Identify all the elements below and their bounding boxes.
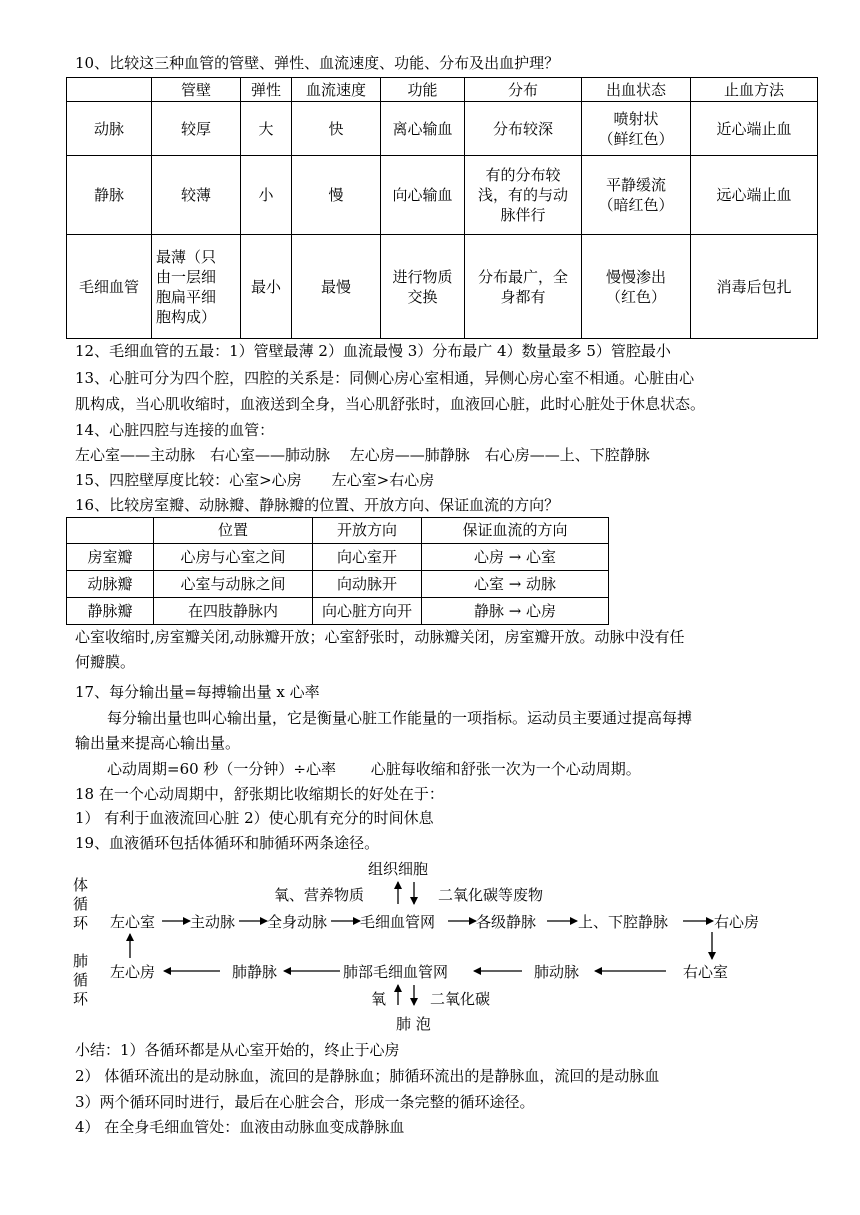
table-cell: 消毒后包扎 <box>691 235 818 339</box>
table-cell: 远心端止血 <box>691 156 818 235</box>
label-char: 循 <box>73 971 89 989</box>
body-arteries-node: 全身动脉 <box>267 913 328 931</box>
question-12: 12、毛细血管的五最：1）管壁最薄 2）血流最慢 3）分布最广 4）数量最多 5）管腔最小 <box>75 342 671 360</box>
left-atrium-node: 左心房 <box>110 963 156 981</box>
question-14-answer: 左心室——主动脉 右心室——肺动脉 左心房——肺静脉 右心房——上、下腔静脉 <box>75 446 650 464</box>
label-char: 循 <box>73 895 89 913</box>
alveoli-label: 肺 泡 <box>396 1015 431 1033</box>
table-cell: 慢 <box>292 156 381 235</box>
table-cell: 向心输血 <box>381 156 465 235</box>
paragraph-17-line2: 输出量来提高心输出量。 <box>75 734 241 752</box>
pulmonary-artery-node: 肺动脉 <box>534 963 580 981</box>
table-header: 血流速度 <box>292 78 381 102</box>
question-18: 18 在一个心动周期中，舒张期比收缩期长的好处在于： <box>75 785 444 803</box>
table-cell: 喷射状 （鲜红色） <box>582 102 691 156</box>
table-header: 功能 <box>381 78 465 102</box>
table-cell: 离心输血 <box>381 102 465 156</box>
co2-waste-label: 二氧化碳等废物 <box>438 886 544 904</box>
vena-cava-node: 上、下腔静脉 <box>578 913 669 931</box>
capillaries-node: 毛细血管网 <box>360 913 436 931</box>
table-cell: 静脉 → 心房 <box>422 598 609 625</box>
table-cell: 最小 <box>241 235 292 339</box>
table-cell: 心室与动脉之间 <box>154 571 313 598</box>
paragraph-17-line1: 每分输出量也叫心输出量，它是衡量心脏工作能量的一项指标。运动员主要通过提高每搏 <box>107 709 693 727</box>
table-cell: 分布最广，全 身都有 <box>465 235 582 339</box>
table-cell: 较厚 <box>152 102 241 156</box>
question-18-answer: 1） 有利于血液流回心脏 2）使心肌有充分的时间休息 <box>75 809 434 827</box>
oxygen-label: 氧 <box>371 990 387 1008</box>
question-14: 14、心脏四腔与连接的血管： <box>75 421 275 439</box>
paragraph-16-line1: 心室收缩时,房室瓣关闭,动脉瓣开放；心室舒张时，动脉瓣关闭，房室瓣开放。动脉中没有任 <box>75 628 685 646</box>
tissue-cells-label: 组织细胞 <box>368 860 429 878</box>
table-header: 位置 <box>154 518 313 544</box>
label-char: 环 <box>73 914 89 932</box>
table-cell: 房室瓣 <box>67 544 154 571</box>
summary-point-3: 3）两个循环同时进行，最后在心脏会合，形成一条完整的循环途径。 <box>75 1093 535 1111</box>
question-13-line2: 肌构成，当心肌收缩时，血液送到全身，当心肌舒张时，血液回心脏，此时心脏处于休息状态。 <box>75 395 706 413</box>
table-cell: 快 <box>292 102 381 156</box>
table-cell: 在四肢静脉内 <box>154 598 313 625</box>
label-char: 环 <box>73 990 89 1008</box>
table-cell: 较薄 <box>152 156 241 235</box>
table-header: 管壁 <box>152 78 241 102</box>
table-cell: 向心室开 <box>313 544 422 571</box>
summary-heading: 小结：1）各循环都是从心室开始的，终止于心房 <box>75 1041 400 1059</box>
table-header: 止血方法 <box>691 78 818 102</box>
table-cell: 小 <box>241 156 292 235</box>
table-cell: 心房 → 心室 <box>422 544 609 571</box>
right-atrium-node: 右心房 <box>714 913 760 931</box>
table-cell: 进行物质 交换 <box>381 235 465 339</box>
oxygen-nutrients-label: 氧、营养物质 <box>274 886 365 904</box>
table-cell: 向动脉开 <box>313 571 422 598</box>
right-ventricle-node: 右心室 <box>683 963 729 981</box>
table-cell: 心房与心室之间 <box>154 544 313 571</box>
question-16: 16、比较房室瓣、动脉瓣、静脉瓣的位置、开放方向、保证血流的方向？ <box>75 496 560 514</box>
table-header: 分布 <box>465 78 582 102</box>
table-cell: 最慢 <box>292 235 381 339</box>
table-header: 保证血流的方向 <box>422 518 609 544</box>
table-cell: 平静缓流 （暗红色） <box>582 156 691 235</box>
paragraph-17-line3: 心动周期=60 秒（一分钟）÷心率 心脏每收缩和舒张一次为一个心动周期。 <box>107 760 641 778</box>
question-19: 19、血液循环包括体循环和肺循环两条途径。 <box>75 834 380 852</box>
table-cell: 心室 → 动脉 <box>422 571 609 598</box>
table-cell: 最薄（只 由一层细 胞扁平细 胞构成） <box>152 235 241 339</box>
table-cell: 静脉瓣 <box>67 598 154 625</box>
paragraph-16-line2: 何瓣膜。 <box>75 653 136 671</box>
label-char: 肺 <box>73 952 89 970</box>
table-cell: 向心脏方向开 <box>313 598 422 625</box>
summary-point-4: 4） 在全身毛细血管处：血液由动脉血变成静脉血 <box>75 1118 405 1136</box>
veins-node: 各级静脉 <box>476 913 537 931</box>
summary-point-2: 2） 体循环流出的是动脉血，流回的是静脉血；肺循环流出的是静脉血，流回的是动脉血 <box>75 1067 660 1085</box>
pulmonary-capillaries-node: 肺部毛细血管网 <box>343 963 449 981</box>
label-char: 体 <box>73 876 89 894</box>
pulmonary-vein-node: 肺静脉 <box>232 963 278 981</box>
co2-label: 二氧化碳 <box>430 990 491 1008</box>
question-17: 17、每分输出量=每搏输出量 x 心率 <box>75 683 320 701</box>
table-cell: 分布较深 <box>465 102 582 156</box>
table-cell: 慢慢渗出 （红色） <box>582 235 691 339</box>
question-13-line1: 13、心脏可分为四个腔，四腔的关系是：同侧心房心室相通，异侧心房心室不相通。心脏由心 <box>75 369 695 387</box>
table-cell: 近心端止血 <box>691 102 818 156</box>
left-ventricle-node: 左心室 <box>110 913 156 931</box>
table-cell: 静脉 <box>67 156 152 235</box>
question-10: 10、比较这三种血管的管壁、弹性、血流速度、功能、分布及出血护理？ <box>75 54 560 72</box>
table-cell: 动脉瓣 <box>67 571 154 598</box>
table-cell: 动脉 <box>67 102 152 156</box>
table-header: 弹性 <box>241 78 292 102</box>
question-15: 15、四腔壁厚度比较：心室>心房 左心室>右心房 <box>75 471 435 489</box>
table-cell: 大 <box>241 102 292 156</box>
table-header: 出血状态 <box>582 78 691 102</box>
table-cell: 有的分布较 浅，有的与动 脉伴行 <box>465 156 582 235</box>
aorta-node: 主动脉 <box>190 913 236 931</box>
table-header: 开放方向 <box>313 518 422 544</box>
table-cell: 毛细血管 <box>67 235 152 339</box>
